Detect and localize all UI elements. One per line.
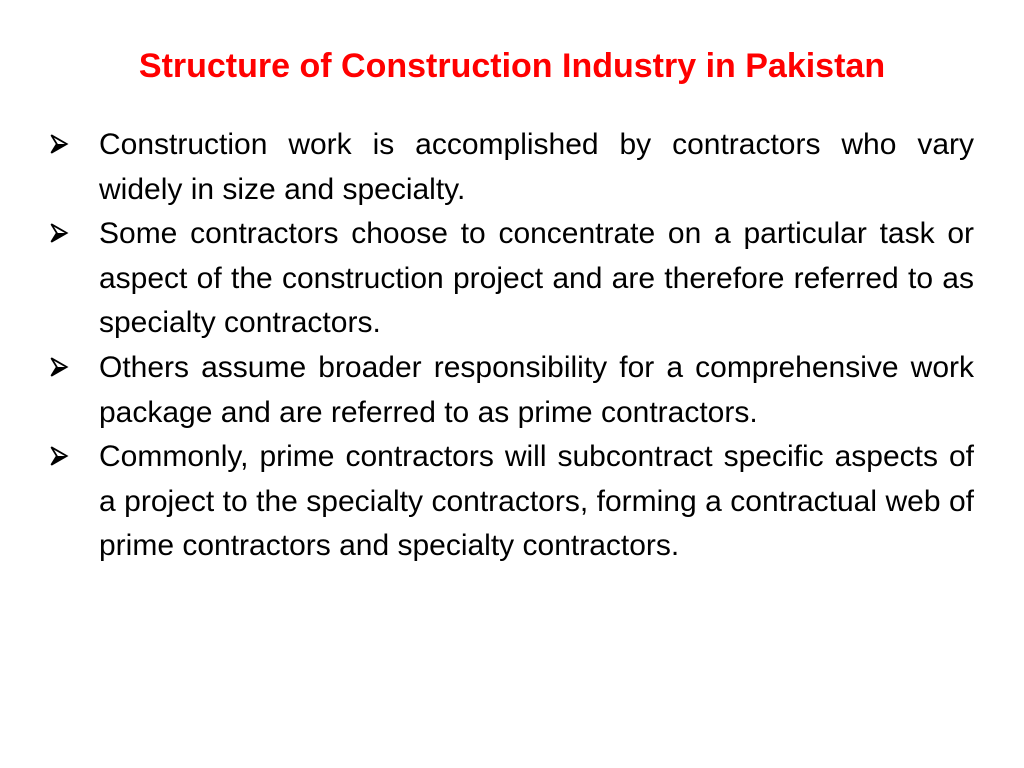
arrow-bullet-icon [48, 445, 70, 467]
arrow-bullet-icon [48, 222, 70, 244]
bullet-text: Others assume broader responsibility for a comprehensive work package and are referred to as prime contractors. [99, 350, 974, 429]
bullet-item [48, 212, 974, 346]
bullet-text: Commonly, prime contractors will subcontract specific aspects of a project to the specialty contractors, forming a contractual web of prime contractors and specialty contractors. [99, 440, 974, 563]
bullet-text: Some contractors choose to concentrate on a particular task or aspect of the construction project and are therefore referred to as specialty contractors. [99, 217, 974, 340]
arrow-bullet-icon [48, 356, 70, 378]
bullet-item [48, 346, 974, 435]
bullet-text: Construction work is accomplished by contractors who vary widely in size and specialty. [99, 128, 974, 206]
bullet-list [48, 123, 974, 569]
arrow-bullet-icon [48, 133, 70, 155]
slide-title: Structure of Construction Industry in Pakistan [138, 47, 886, 85]
bullet-item [48, 123, 974, 212]
bullet-item [48, 435, 974, 569]
